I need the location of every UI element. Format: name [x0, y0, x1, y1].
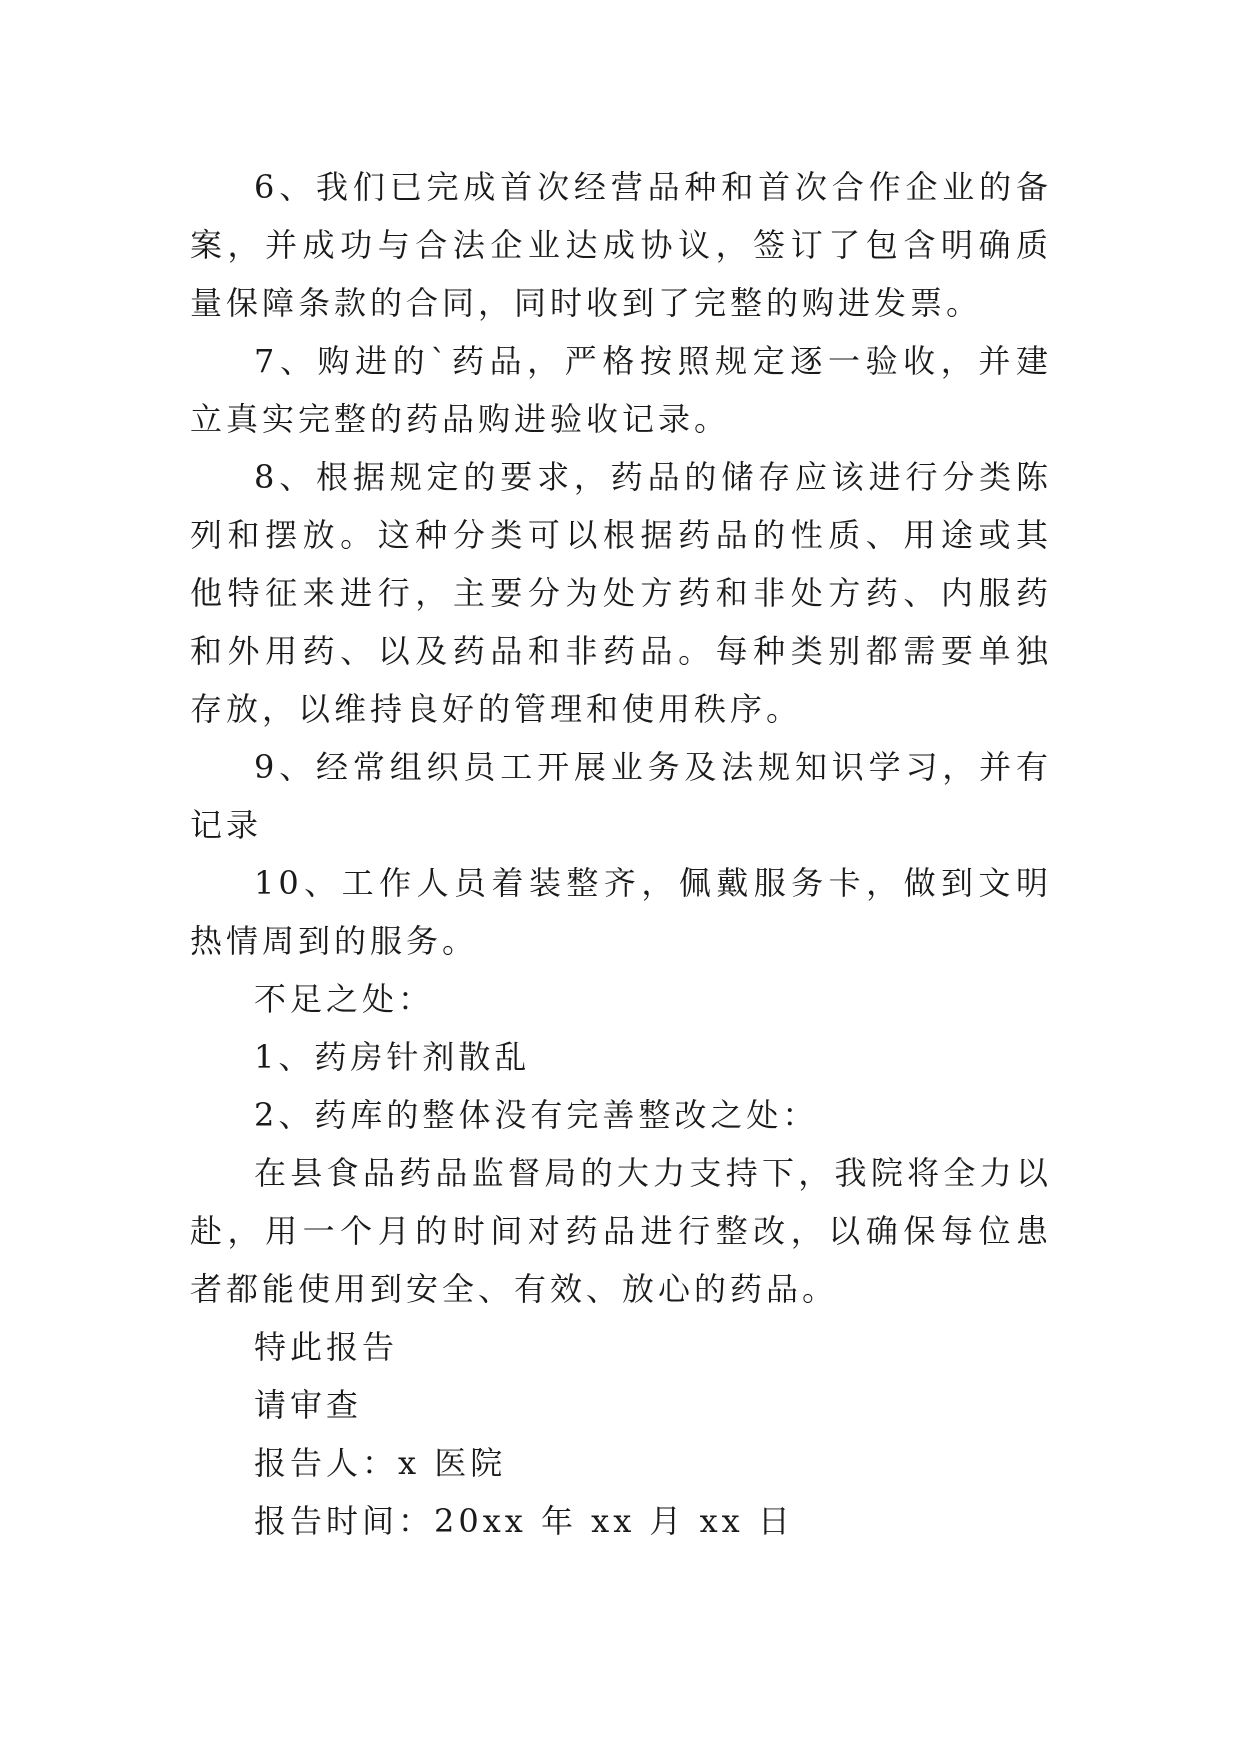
shortcoming-item-1: 1、药房针剂散乱: [254, 1038, 531, 1076]
review-request: 请审查: [254, 1386, 363, 1424]
closing-statement: 特此报告: [254, 1328, 399, 1366]
shortcoming-item-2: 2、药库的整体没有完善整改之处：: [254, 1096, 819, 1134]
paragraph-item-6: 6、我们已完成首次经营品种和首次合作企业的备案，并成功与合法企业达成协议，签订了包含明确质量保障条款的合同，同时收到了完整的购进发票。: [190, 168, 1052, 322]
document-page: [190, 158, 1052, 1550]
reporter-line: 报告人：x 医院: [254, 1444, 507, 1482]
paragraph-item-10: 10、工作人员着装整齐，佩戴服务卡，做到文明热情周到的服务。: [190, 864, 1052, 960]
commitment-paragraph: 在县食品药品监督局的大力支持下，我院将全力以赴，用一个月的时间对药品进行整改，以确保每位患者都能使用到安全、有效、放心的药品。: [190, 1154, 1052, 1308]
report-date-line: 报告时间：20xx 年 xx 月 xx 日: [254, 1502, 794, 1540]
paragraph-item-7: 7、购进的`药品，严格按照规定逐一验收，并建立真实完整的药品购进验收记录。: [190, 342, 1052, 438]
paragraph-item-9: 9、经常组织员工开展业务及法规知识学习，并有记录: [190, 748, 1052, 844]
paragraph-item-8: 8、根据规定的要求，药品的储存应该进行分类陈列和摆放。这种分类可以根据药品的性质、用途或其他特征来进行，主要分为处方药和非处方药、内服药和外用药、以及药品和非药品。每种类别都需要单独存放，以维持良好的管理和使用秩序。: [190, 458, 1052, 728]
shortcomings-heading: 不足之处：: [254, 980, 435, 1018]
